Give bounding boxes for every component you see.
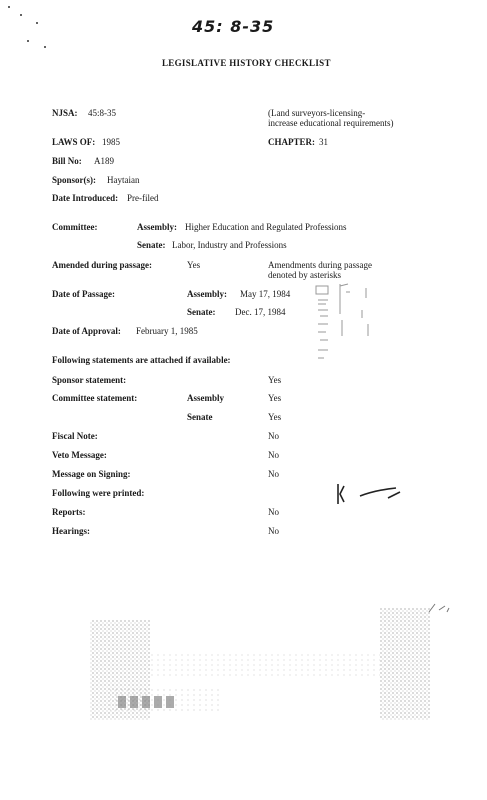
hearings-value: No bbox=[268, 526, 279, 536]
committee-label: Committee: bbox=[52, 222, 98, 232]
scan-speck bbox=[27, 40, 29, 42]
committee-senate-label: Senate: bbox=[137, 240, 166, 250]
scan-speck bbox=[20, 14, 22, 16]
scan-speck bbox=[36, 22, 38, 24]
laws-of-label: LAWS OF: bbox=[52, 137, 96, 147]
date-introduced-value: Pre-filed bbox=[127, 193, 159, 203]
committee-assembly-label: Assembly: bbox=[137, 222, 177, 232]
laws-of-value: 1985 bbox=[102, 137, 120, 147]
njsa-label: NJSA: bbox=[52, 108, 78, 118]
passage-senate-value: Dec. 17, 1984 bbox=[235, 307, 286, 317]
hearings-label: Hearings: bbox=[52, 526, 90, 536]
scan-noise-band bbox=[0, 608, 487, 720]
committee-statement-senate-value: Yes bbox=[268, 412, 282, 422]
passage-assembly-value: May 17, 1984 bbox=[240, 289, 291, 299]
amended-value: Yes bbox=[187, 260, 201, 270]
page-title: LEGISLATIVE HISTORY CHECKLIST bbox=[162, 58, 331, 68]
reports-value: No bbox=[268, 507, 279, 517]
description-line2: increase educational requirements) bbox=[268, 118, 394, 128]
veto-message-label: Veto Message: bbox=[52, 450, 107, 460]
fiscal-note-label: Fiscal Note: bbox=[52, 431, 98, 441]
bill-no-label: Bill No: bbox=[52, 156, 82, 166]
following-printed-heading: Following were printed: bbox=[52, 488, 145, 498]
njsa-value: 45:8-35 bbox=[88, 108, 116, 118]
sponsors-value: Haytaian bbox=[107, 175, 140, 185]
committee-statement-senate-label: Senate bbox=[187, 412, 213, 422]
amended-note-line2: denoted by asterisks bbox=[268, 270, 341, 280]
chapter-label: CHAPTER: bbox=[268, 137, 315, 147]
chapter-value: 31 bbox=[319, 137, 328, 147]
sponsor-statement-label: Sponsor statement: bbox=[52, 375, 127, 385]
scan-speck bbox=[8, 6, 10, 8]
message-on-signing-label: Message on Signing: bbox=[52, 469, 131, 479]
veto-message-value: No bbox=[268, 450, 279, 460]
amended-label: Amended during passage: bbox=[52, 260, 153, 270]
committee-senate-value: Labor, Industry and Professions bbox=[172, 240, 287, 250]
date-introduced-label: Date Introduced: bbox=[52, 193, 119, 203]
sponsor-statement-value: Yes bbox=[268, 375, 282, 385]
amended-note-line1: Amendments during passage bbox=[268, 260, 372, 270]
committee-statement-assembly-label: Assembly bbox=[187, 393, 225, 403]
reports-label: Reports: bbox=[52, 507, 86, 517]
committee-assembly-value: Higher Education and Regulated Professions bbox=[185, 222, 347, 232]
handwritten-reference: 45: 8-35 bbox=[192, 17, 275, 36]
committee-statement-label: Committee statement: bbox=[52, 393, 138, 403]
sponsors-label: Sponsor(s): bbox=[52, 175, 97, 185]
description-line1: (Land surveyors-licensing- bbox=[268, 108, 366, 118]
passage-assembly-label: Assembly: bbox=[187, 289, 227, 299]
handwritten-mark bbox=[330, 478, 410, 508]
date-of-approval-label: Date of Approval: bbox=[52, 326, 121, 336]
date-of-approval-value: February 1, 1985 bbox=[136, 326, 198, 336]
fiscal-note-value: No bbox=[268, 431, 279, 441]
date-of-passage-label: Date of Passage: bbox=[52, 289, 115, 299]
archive-stamp bbox=[312, 280, 384, 380]
message-on-signing-value: No bbox=[268, 469, 279, 479]
scan-speck bbox=[44, 46, 46, 48]
bill-no-value: A189 bbox=[94, 156, 114, 166]
passage-senate-label: Senate: bbox=[187, 307, 216, 317]
committee-statement-assembly-value: Yes bbox=[268, 393, 282, 403]
following-attached-heading: Following statements are attached if available: bbox=[52, 355, 231, 365]
